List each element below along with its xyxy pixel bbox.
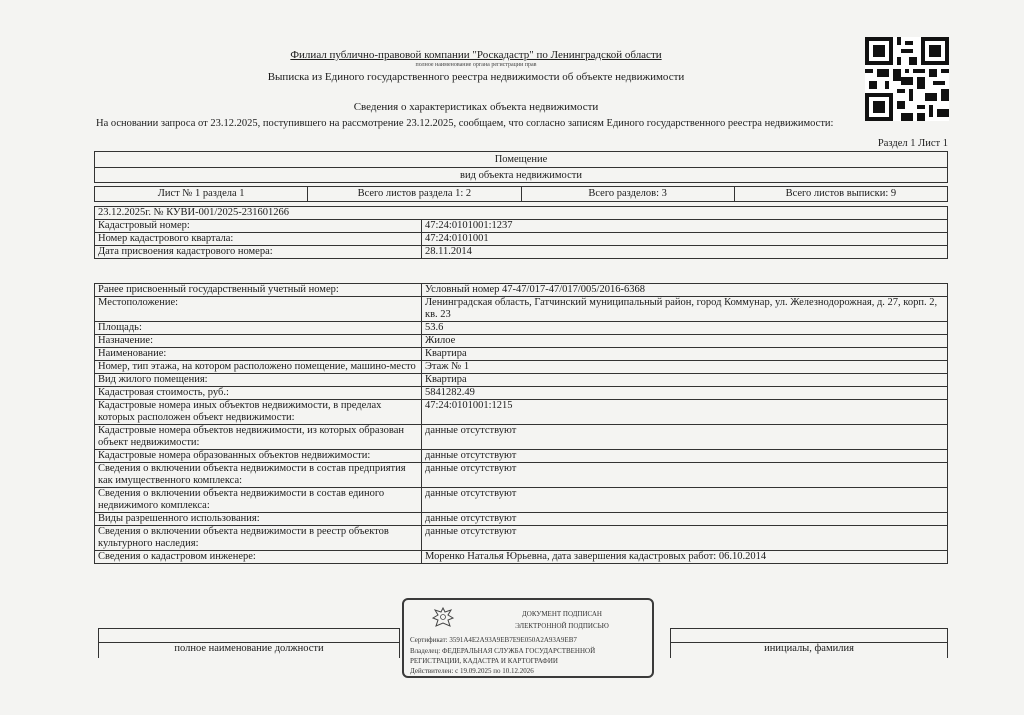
table-row: [95, 400, 948, 425]
field-value: данные отсутствуют: [422, 463, 948, 488]
org-name: Филиал публично-правовой компании "Роскадастр" по Ленинградской области: [290, 49, 662, 61]
table-row: [95, 374, 948, 387]
object-type-value: Помещение: [95, 152, 947, 168]
stamp-title-2: ЭЛЕКТРОННОЙ ПОДПИСЬЮ: [515, 622, 609, 630]
field-value: 5841282.49: [422, 387, 948, 400]
table-row: [95, 322, 948, 335]
stamp-validity: Действителен: с 19.09.2025 по 10.12.2026: [410, 667, 534, 675]
field-label: Назначение:: [95, 335, 422, 348]
field-label: Кадастровые номера образованных объектов недвижимости:: [95, 450, 422, 463]
sheets-row: [94, 186, 948, 202]
request-number: 23.12.2025г. № КУВИ-001/2025-231601266: [95, 207, 948, 220]
field-label: Сведения о кадастровом инженере:: [95, 551, 422, 564]
sheet-number: Лист № 1 раздела 1: [95, 187, 308, 201]
field-value: Условный номер 47-47/017-47/017/005/2016-6368: [422, 284, 948, 297]
field-label: Кадастровые номера иных объектов недвижимости, в пределах которых расположен объект недвижимости:: [95, 400, 422, 425]
name-caption: инициалы, фамилия: [670, 642, 948, 654]
table-row: [95, 220, 948, 233]
table-row: [95, 551, 948, 564]
field-label: Вид жилого помещения:: [95, 374, 422, 387]
field-value: Квартира: [422, 348, 948, 361]
cadastral-table: [94, 206, 948, 259]
table-row: [95, 297, 948, 322]
field-value: данные отсутствуют: [422, 450, 948, 463]
field-value: 47:24:0101001:1237: [422, 220, 948, 233]
field-value: данные отсутствуют: [422, 513, 948, 526]
field-label: Кадастровый номер:: [95, 220, 422, 233]
field-label: Сведения о включении объекта недвижимости в реестр объектов культурного наследия:: [95, 526, 422, 551]
stamp-owner-2: РЕГИСТРАЦИИ, КАДАСТРА И КАРТОГРАФИИ: [410, 657, 558, 665]
field-label: Номер, тип этажа, на котором расположено помещение, машино-место: [95, 361, 422, 374]
field-label: Сведения о включении объекта недвижимости в состав предприятия как имущественного комплекса:: [95, 463, 422, 488]
field-value: Жилое: [422, 335, 948, 348]
sections-total: Всего разделов: 3: [522, 187, 735, 201]
field-label: Кадастровая стоимость, руб.:: [95, 387, 422, 400]
qr-code-icon: [865, 37, 949, 121]
position-caption: полное наименование должности: [98, 642, 400, 654]
field-value: данные отсутствуют: [422, 526, 948, 551]
request-basis-text: На основании запроса от 23.12.2025, поступившего на рассмотрение 23.12.2025, сообщаем, что согласно записям Единого государственного реестра недвижимости:: [96, 118, 834, 129]
field-value: Квартира: [422, 374, 948, 387]
field-label: Местоположение:: [95, 297, 422, 322]
field-label: Сведения о включении объекта недвижимости в состав единого недвижимого комплекса:: [95, 488, 422, 513]
section-sheets-total: Всего листов раздела 1: 2: [308, 187, 521, 201]
document-subtitle: Сведения о характеристиках объекта недвижимости: [353, 101, 599, 113]
table-row: [95, 246, 948, 259]
field-label: Номер кадастрового квартала:: [95, 233, 422, 246]
field-value: Этаж № 1: [422, 361, 948, 374]
field-value: данные отсутствуют: [422, 488, 948, 513]
table-row: [95, 207, 948, 220]
table-row: [95, 450, 948, 463]
field-value: 47:24:0101001: [422, 233, 948, 246]
field-value: 53.6: [422, 322, 948, 335]
field-value: 47:24:0101001:1215: [422, 400, 948, 425]
object-type-box: [94, 151, 948, 183]
field-label: Наименование:: [95, 348, 422, 361]
section-sheet-ref: Раздел 1 Лист 1: [877, 138, 948, 149]
table-row: [95, 284, 948, 297]
electronic-signature-stamp: [402, 598, 654, 678]
field-label: Виды разрешенного использования:: [95, 513, 422, 526]
stamp-owner: Владелец: ФЕДЕРАЛЬНАЯ СЛУЖБА ГОСУДАРСТВЕННОЙ: [410, 647, 596, 655]
table-row: [95, 463, 948, 488]
field-value: Моренко Наталья Юрьевна, дата завершения кадастровых работ: 06.10.2014: [422, 551, 948, 564]
field-label: Кадастровые номера объектов недвижимости, из которых образован объект недвижимости:: [95, 425, 422, 450]
document-title: Выписка из Единого государственного реестра недвижимости об объекте недвижимости: [267, 71, 685, 83]
field-label: Площадь:: [95, 322, 422, 335]
emblem-icon: [430, 606, 456, 630]
stamp-title: ДОКУМЕНТ ПОДПИСАН: [522, 610, 602, 618]
table-row: [95, 233, 948, 246]
extract-sheets-total: Всего листов выписки: 9: [785, 188, 897, 199]
field-label: Ранее присвоенный государственный учетный номер:: [95, 284, 422, 297]
table-row: [95, 488, 948, 513]
object-type-caption: вид объекта недвижимости: [460, 170, 582, 181]
table-row: [95, 361, 948, 374]
characteristics-table: [94, 283, 948, 564]
table-row: [95, 348, 948, 361]
org-name-caption: полное наименование органа регистрации прав: [415, 62, 537, 68]
field-value: Ленинградская область, Гатчинский муниципальный район, город Коммунар, ул. Железнодорожная, д. 27, корп. 2, кв. 23: [422, 297, 948, 322]
table-row: [95, 425, 948, 450]
field-value: данные отсутствуют: [422, 425, 948, 450]
table-row: [95, 513, 948, 526]
field-label: Дата присвоения кадастрового номера:: [95, 246, 422, 259]
table-row: [95, 387, 948, 400]
table-row: [95, 526, 948, 551]
field-value: 28.11.2014: [422, 246, 948, 259]
table-row: [95, 335, 948, 348]
stamp-certificate: Сертификат: 3591A4E2A93A9EB7E9E050A2A93A9EB7: [410, 636, 577, 644]
